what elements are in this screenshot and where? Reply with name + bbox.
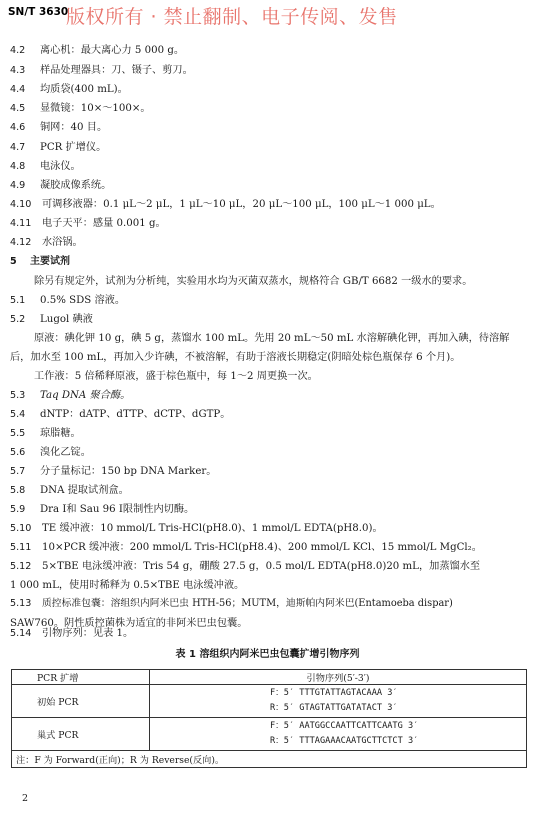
table-cell	[150, 718, 527, 751]
list-item: 4.10 可调移液器：0.1 μL～2 μL，1 μL～10 μL，20 μL～100 μL，100 μL～1 000 μL。	[10, 199, 441, 210]
table-note: 注：F 为 Forward(正向)；R 为 Reverse(反向)。	[12, 751, 527, 768]
list-item: 5.13 质控标准包囊：溶组织内阿米巴虫 HTH-56；MUTM，迪斯帕内阿米巴(Entamoeba dispar)	[10, 598, 453, 609]
table-caption: 表 1 溶组织内阿米巴虫包囊扩增引物序列	[175, 649, 360, 660]
table-cell: 巢式 PCR	[12, 718, 150, 751]
list-item: 4.8 电泳仪。	[10, 161, 81, 172]
list-item: 5.10 TE 缓冲液：10 mmol/L Tris-HCl(pH8.0)、1 mmol/L EDTA(pH8.0)。	[10, 523, 383, 534]
list-item: 4.12 水浴锅。	[10, 237, 83, 248]
list-item: 5.6 溴化乙锭。	[10, 447, 91, 458]
table-note-row	[12, 751, 527, 768]
list-item: 4.11 电子天平：感量 0.001 g。	[10, 218, 166, 229]
primer-table	[11, 669, 527, 768]
list-item: 5.3 Taq DNA 聚合酶。	[10, 390, 131, 401]
paragraph-line: SAW760。阴性质控菌株为适宜的非阿米巴虫包囊。	[10, 618, 248, 629]
list-item: 5.5 琼脂糖。	[10, 428, 81, 439]
list-item: 4.4 均质袋(400 mL)。	[10, 84, 128, 95]
table-cell	[150, 685, 527, 718]
reverse-primer: R：5′ TTTAGAAACAATGCTTCTCT 3′	[270, 736, 419, 746]
section-heading: 5 主要试剂	[10, 256, 70, 267]
reverse-primer: R：5′ GTAGTATTGATATACT 3′	[270, 703, 398, 713]
paragraph-line: 工作液：5 倍稀释原液，盛于棕色瓶中，每 1～2 周更换一次。	[34, 371, 318, 382]
list-item: 5.4 dNTP：dATP、dTTP、dCTP、dGTP。	[10, 409, 231, 420]
list-item: 4.5 显微镜：10×～100×。	[10, 103, 151, 114]
list-item: 4.9 凝胶成像系统。	[10, 180, 112, 191]
paragraph-line: 1 000 mL，使用时稀释为 0.5×TBE 电泳缓冲液。	[10, 580, 245, 591]
paragraph-line: 原液：碘化钾 10 g，碘 5 g，蒸馏水 100 mL。先用 20 mL～50 mL 水溶解碘化钾，再加入碘，待溶解	[34, 333, 510, 344]
standard-code: SN/T 3630	[8, 6, 69, 18]
table-cell: 初始 PCR	[12, 685, 150, 718]
list-item: 5.12 5×TBE 电泳缓冲液：Tris 54 g，硼酸 27.5 g，0.5 mol/L EDTA(pH8.0)20 mL，加蒸馏水至	[10, 561, 481, 572]
table-header-cell: 引物序列(5′-3′)	[150, 670, 527, 685]
table-header-cell: PCR 扩增	[12, 670, 150, 685]
forward-primer: F：5′ AATGGCCAATTCATTCAATG 3′	[270, 721, 419, 731]
paragraph-line: 后，加水至 100 mL，再加入少许碘，不被溶解，有助于溶液长期稳定(阴暗处棕色瓶保存 6 个月)。	[10, 352, 461, 363]
copyright-watermark: 版权所有 · 禁止翻制、电子传阅、发售	[66, 6, 398, 28]
list-item: 4.2 离心机：最大离心力 5 000 g。	[10, 45, 185, 56]
forward-primer: F：5′ TTTGTATTAGTACAAA 3′	[270, 688, 398, 698]
list-item: 5.11 10×PCR 缓冲液：200 mmol/L Tris-HCl(pH8.4)、200 mmol/L KCl、15 mmol/L MgCl₂。	[10, 542, 482, 553]
list-item: 5.7 分子量标记：150 bp DNA Marker。	[10, 466, 217, 477]
list-item: 5.2 Lugol 碘液	[10, 314, 93, 325]
page-number: 2	[22, 793, 29, 804]
table-header-row	[12, 670, 527, 685]
list-item: 5.8 DNA 提取试剂盒。	[10, 485, 129, 496]
list-item: 5.9 Dra Ⅰ和 Sau 96 Ⅰ限制性内切酶。	[10, 504, 195, 515]
list-item: 4.3 样品处理器具：刀、镊子、剪刀。	[10, 65, 193, 76]
table-row	[12, 685, 527, 718]
list-item: 5.1 0.5% SDS 溶液。	[10, 295, 126, 306]
list-item: 4.7 PCR 扩增仪。	[10, 142, 107, 153]
list-item: 4.6 铜网：40 目。	[10, 122, 108, 133]
table-row	[12, 718, 527, 751]
list-item: 5.14 引物序列：见表 1。	[10, 628, 134, 639]
intro-paragraph: 除另有规定外，试剂为分析纯，实验用水均为灭菌双蒸水，规格符合 GB/T 6682 一级水的要求。	[34, 276, 473, 287]
